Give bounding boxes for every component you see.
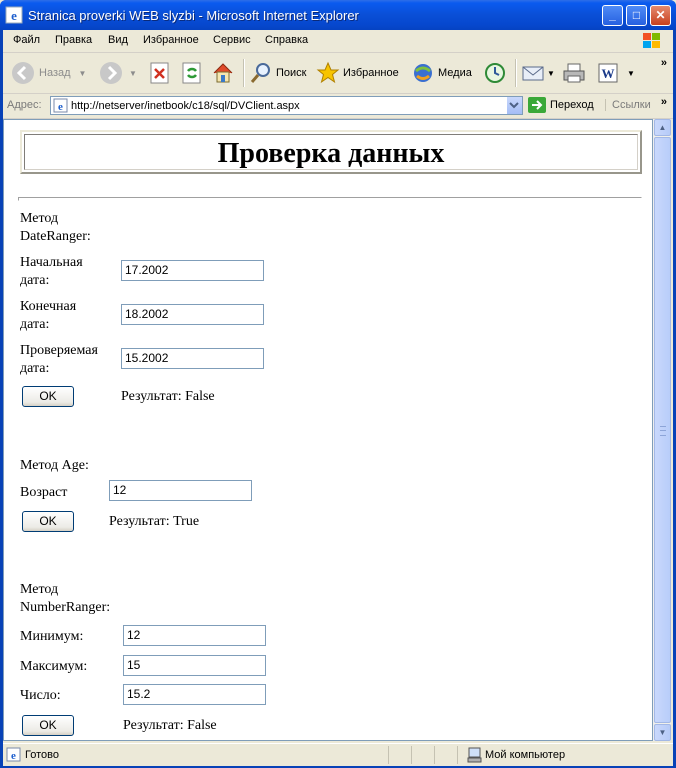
menu-file[interactable]: Файл [13,34,41,46]
favorites-star-icon [316,61,340,85]
age-label: Возраст [20,485,68,500]
check-date-input[interactable]: 15.2002 [121,348,264,369]
links-button[interactable]: Ссылки [605,99,651,111]
end-date-input[interactable]: 18.2002 [121,304,264,325]
number-label: Число: [20,688,61,703]
toolbar-separator [515,59,517,87]
menu-tools[interactable]: Сервис [213,34,251,46]
numberrange-title-line1: Метод [20,582,59,597]
scroll-thumb[interactable] [654,137,671,723]
mail-icon [521,61,547,85]
page-content [3,119,653,741]
browser-frame [3,30,673,765]
close-button[interactable]: ✕ [650,5,671,26]
computer-icon [467,747,482,763]
forward-dropdown-icon[interactable]: ▼ [129,68,137,78]
status-cell [411,746,434,764]
numberrange-title-line2: NumberRanger: [20,600,111,615]
status-bar [3,743,673,766]
media-icon [411,61,435,85]
forward-arrow-icon [99,61,123,85]
toolbar-overflow-icon[interactable]: » [660,57,667,69]
menu-help[interactable]: Справка [265,34,309,46]
daterange-title-line1: Метод [20,211,59,226]
minimize-button[interactable]: _ [602,5,623,26]
search-icon [249,61,273,85]
search-label: Поиск [276,67,307,79]
svg-text:e: e [11,750,16,762]
age-result: Результат: True [109,514,200,529]
toolbar-separator [243,59,245,87]
address-dropdown-icon[interactable] [506,97,522,114]
stop-icon [149,62,171,84]
age-input[interactable]: 12 [109,480,252,501]
check-date-label-line1: Проверяемая [20,343,98,358]
status-cell [388,746,411,764]
title-bar[interactable] [0,0,676,30]
address-bar [3,94,673,119]
favorites-button[interactable] [316,59,399,87]
status-cell [434,746,457,764]
maximize-button[interactable]: □ [626,5,647,26]
search-button[interactable] [249,59,306,87]
heading-table [20,130,642,174]
mail-dropdown-icon[interactable]: ▼ [547,68,555,78]
printer-icon [561,61,587,85]
daterange-ok-button[interactable]: OK [22,386,74,407]
address-input[interactable] [50,96,523,115]
start-date-label-line2: дата: [20,273,50,288]
mail-button[interactable] [521,59,555,87]
edit-dropdown-icon[interactable]: ▼ [627,68,635,78]
toolbar [3,53,673,94]
daterange-result: Результат: False [121,389,215,404]
menu-favorites[interactable]: Избранное [143,34,199,46]
check-date-label-line2: дата: [20,361,50,376]
horizontal-rule [18,197,642,201]
links-overflow-icon[interactable]: » [660,96,667,108]
windows-logo-icon [641,31,663,51]
minimum-label: Минимум: [20,629,84,644]
age-title: Метод Age: [20,458,89,473]
scroll-down-icon[interactable]: ▼ [654,724,671,741]
svg-text:e: e [11,8,17,23]
menu-view[interactable]: Вид [108,34,128,46]
maximum-input[interactable]: 15 [123,655,266,676]
forward-button[interactable] [99,59,137,87]
security-zone-text: Мой компьютер [485,749,566,761]
media-label: Медиа [438,67,472,79]
status-text: Готово [25,749,59,761]
page-status-icon [6,747,21,762]
address-label: Адрес: [7,99,42,111]
numberrange-ok-button[interactable]: OK [22,715,74,736]
stop-button[interactable] [149,59,171,87]
refresh-button[interactable] [181,59,203,87]
word-icon [597,62,619,84]
end-date-label-line1: Конечная [20,299,77,314]
ie-icon [5,6,23,24]
back-label: Назад [39,67,71,79]
window-title: Stranica proverki WEB slyzbi - Microsoft Internet Explorer [28,8,359,23]
go-label: Переход [550,99,594,111]
home-icon [211,61,235,85]
end-date-label-line2: дата: [20,317,50,332]
age-ok-button[interactable]: OK [22,511,74,532]
numberrange-result: Результат: False [123,718,217,733]
maximum-label: Максимум: [20,659,88,674]
back-button[interactable] [11,59,86,87]
history-icon [483,61,507,85]
start-date-input[interactable]: 17.2002 [121,260,264,281]
number-input[interactable]: 15.2 [123,684,266,705]
menu-bar [3,30,673,53]
scroll-up-icon[interactable]: ▲ [654,119,671,136]
edit-word-button[interactable] [597,59,635,87]
history-button[interactable] [483,59,507,87]
back-dropdown-icon[interactable]: ▼ [78,68,87,78]
back-arrow-icon [11,61,35,85]
minimum-input[interactable]: 12 [123,625,266,646]
page-icon [53,98,68,113]
page-heading: Проверка данных [217,138,445,169]
daterange-title-line2: DateRanger: [20,229,91,244]
address-url: http://netserver/inetbook/c18/sql/DVClient.aspx [71,100,300,112]
home-button[interactable] [211,59,235,87]
go-arrow-icon [528,97,546,113]
refresh-icon [181,62,203,84]
menu-edit[interactable]: Правка [55,34,93,46]
print-button[interactable] [561,59,587,87]
start-date-label-line1: Начальная [20,255,83,270]
vertical-scrollbar[interactable] [653,119,671,741]
go-button[interactable] [528,97,594,113]
svg-text:W: W [601,66,615,81]
media-button[interactable] [411,59,472,87]
favorites-label: Избранное [343,67,399,79]
svg-text:e: e [58,101,63,113]
